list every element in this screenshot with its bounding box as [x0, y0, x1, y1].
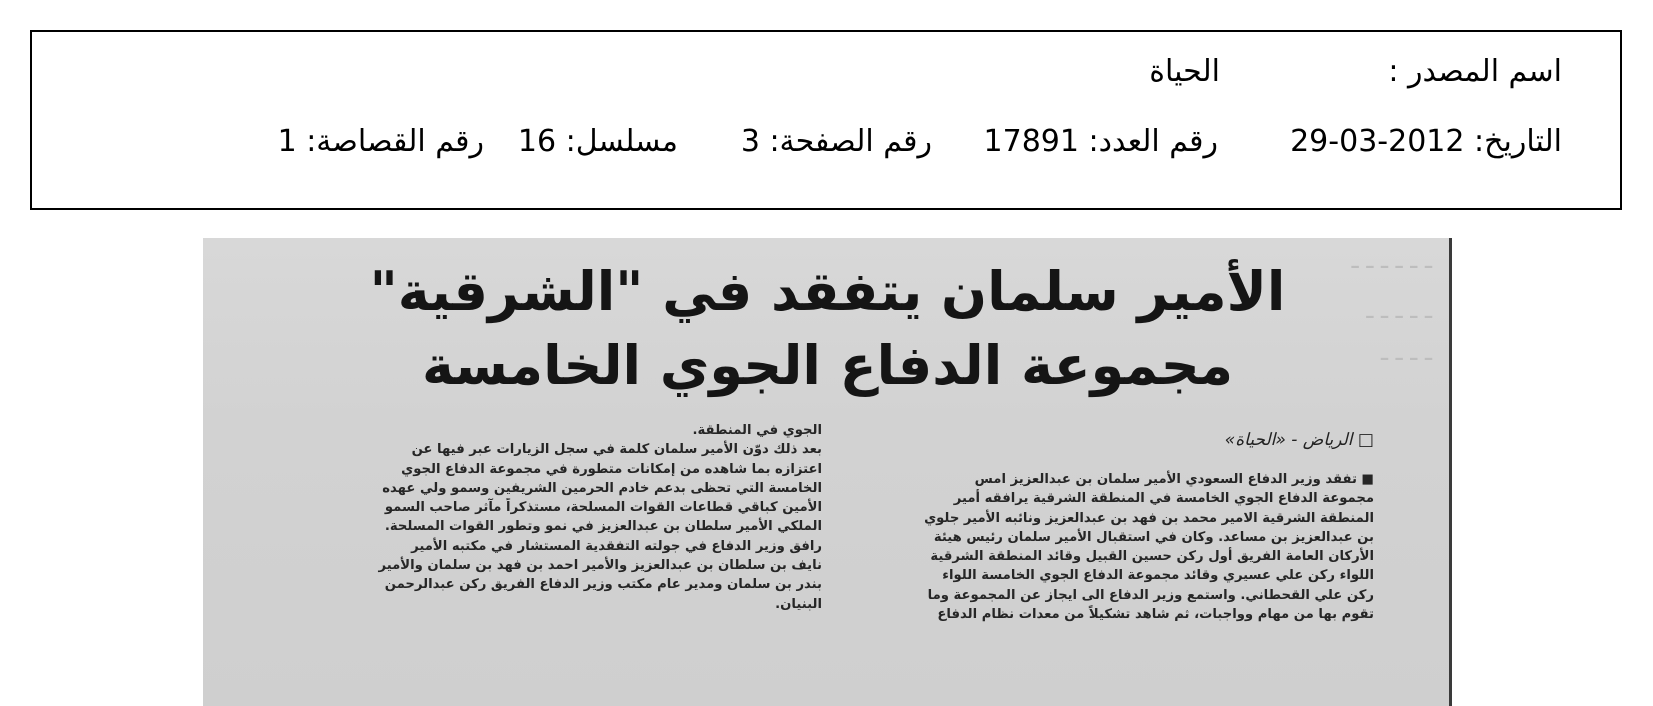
article-line: الأمين كباقي قطاعات القوات المسلحة، مستذكراً مآثر صاحب السمو — [384, 500, 822, 516]
bleed-through-text: ـ ـ ـ ـ ـ ـ — [1351, 246, 1432, 274]
article-line: البنيان. — [775, 596, 822, 612]
article-line: بندر بن سلمان ومدير عام مكتب وزير الدفاع الفريق ركن عبدالرحمن — [384, 577, 822, 593]
article-line: بعد ذلك دوّن الأمير سلمان كلمة في سجل الزيارات عبر فيها عن — [411, 442, 822, 458]
newspaper-clipping-image — [203, 238, 1452, 706]
article-line: الملكي الأمير سلطان بن عبدالعزيز في نمو وتطور القوات المسلحة. — [384, 519, 822, 535]
clip-number-field: رقم القصاصة: 1 — [277, 124, 484, 159]
issue-number-field: رقم العدد: 17891 — [983, 124, 1218, 159]
article-line: الأركان العامة الفريق أول ركن حسين القبيل وقائد المنطقة الشرقية — [930, 549, 1374, 565]
source-value: الحياة — [1149, 54, 1220, 89]
article-line: ركن علي القحطاني. واستمع وزير الدفاع الى ايجاز عن المجموعة وما — [927, 587, 1374, 603]
article-headline-line-1: الأمير سلمان يتفقد في "الشرقية" — [369, 260, 1286, 323]
page-number-field: رقم الصفحة: 3 — [740, 124, 932, 159]
bleed-through-text: ـ ـ ـ ـ ـ — [1366, 296, 1432, 324]
article-line: الجوي في المنطقة. — [692, 423, 822, 438]
article-line: اعتزازه بما شاهده من إمكانات متطورة في مجموعة الدفاع الجوي — [401, 461, 822, 477]
article-line: اللواء ركن علي عسيري وقائد مجموعة الدفاع الجوي الخامسة اللواء — [942, 568, 1374, 584]
article-left-column — [286, 421, 822, 614]
article-headline-line-2: مجموعة الدفاع الجوي الخامسة — [421, 334, 1234, 397]
clipping-info-box — [30, 30, 1622, 210]
article-byline: □ الرياض - «الحياة» — [1224, 430, 1374, 450]
article-line: نايف بن سلطان بن عبدالعزيز والأمير احمد بن فهد بن سلمان والأمير — [378, 558, 822, 574]
serial-field: مسلسل: 16 — [517, 124, 678, 159]
article-line: المنطقة الشرقية الامير محمد بن فهد بن عبدالعزيز ونائبه الأمير جلوي — [924, 510, 1374, 526]
article-line: ■ تفقد وزير الدفاع السعودي الأمير سلمان بن عبدالعزيز امس — [974, 472, 1374, 487]
article-line: مجموعة الدفاع الجوي الخامسة في المنطقة الشرقية يرافقه أمير — [953, 491, 1374, 507]
article-line: رافق وزير الدفاع في جولته التفقدية المستشار في مكتبه الأمير — [411, 538, 822, 554]
article-line: الخامسة التي تحظى بدعم خادم الحرمين الشريفين وسمو ولي عهده — [382, 480, 822, 496]
date-field: التاريخ: 2012-03-29 — [1290, 124, 1562, 159]
source-label: اسم المصدر : — [1388, 54, 1562, 89]
article-line: بن عبدالعزيز بن مساعد. وكان في استقبال الأمير سلمان رئيس هيئة — [933, 529, 1374, 545]
article-line: تقوم بها من مهام وواجبات، ثم شاهد تشكيلاً من معدات نظام الدفاع — [937, 607, 1374, 623]
article-right-column — [842, 470, 1374, 624]
bleed-through-text: ـ ـ ـ ـ — [1380, 338, 1432, 366]
